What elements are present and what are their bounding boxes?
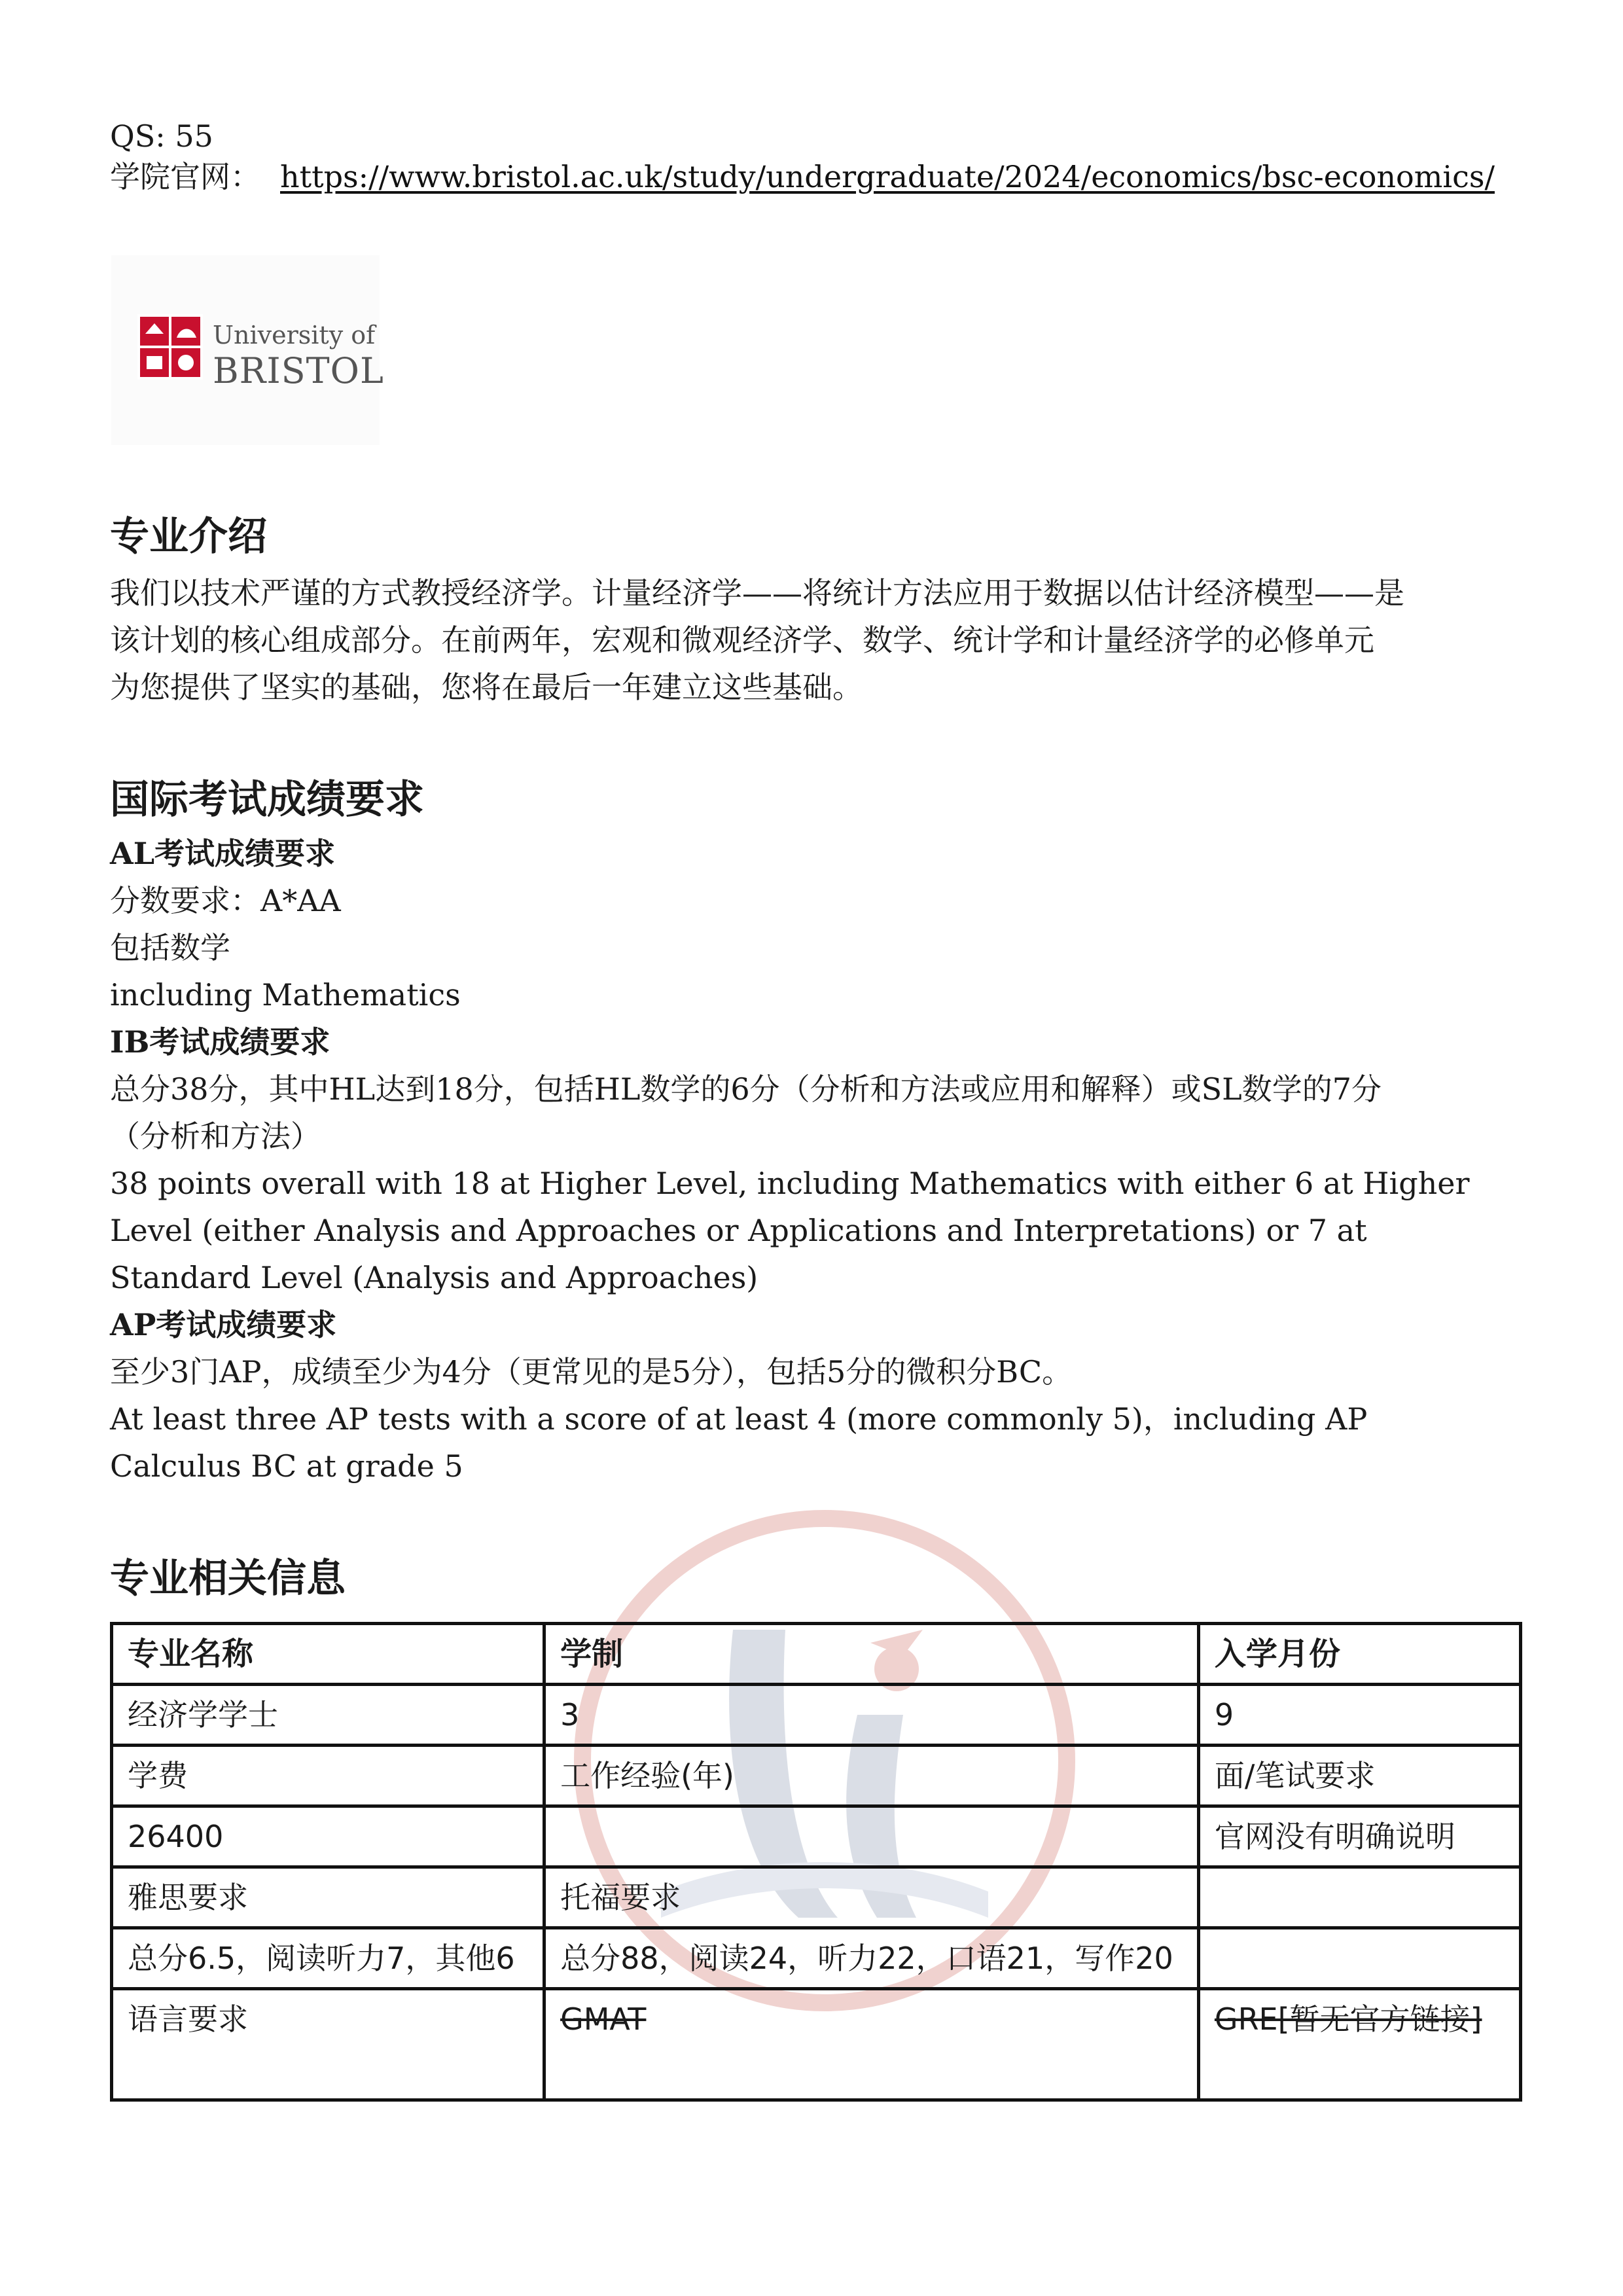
intro-line: 为您提供了坚实的基础，您将在最后一年建立这些基础。 xyxy=(110,670,863,705)
ap-line: At least three AP tests with a score of at least 4 (more commonly 5)，including AP xyxy=(110,1401,1368,1437)
al-line: 分数要求：A*AA xyxy=(110,883,341,918)
intro-line: 该计划的核心组成部分。在前两年，宏观和微观经济学、数学、统计学和计量经济学的必修单元 xyxy=(110,622,1374,658)
table-cell: 托福要求 xyxy=(544,1867,1199,1928)
al-line: including Mathematics xyxy=(110,977,461,1013)
ib-line: （分析和方法） xyxy=(110,1119,321,1154)
table-row xyxy=(112,1867,1521,1928)
intro-line: 我们以技术严谨的方式教授经济学。计量经济学——将统计方法应用于数据以估计经济模型——是 xyxy=(110,575,1404,611)
table-cell: 学费 xyxy=(112,1746,544,1806)
university-logo xyxy=(111,255,384,445)
table-cell: 3 xyxy=(544,1685,1199,1746)
ib-line: 总分38分，其中HL达到18分，包括HL数学的6分（分析和方法或应用和解释）或SL数学的7分 xyxy=(110,1071,1382,1107)
table-header-cell: 入学月份 xyxy=(1198,1624,1520,1685)
table-header-cell: 专业名称 xyxy=(112,1624,544,1685)
table-cell: 经济学学士 xyxy=(112,1685,544,1746)
table-cell: 雅思要求 xyxy=(112,1867,544,1928)
table-cell: 9 xyxy=(1198,1685,1520,1746)
table-row xyxy=(112,1746,1521,1806)
logo-text-line2: BRISTOL xyxy=(213,350,384,391)
table-cell xyxy=(1198,1867,1520,1928)
al-details xyxy=(110,877,1524,1018)
table-cell: 总分88，阅读24，听力22，口语21，写作20 xyxy=(544,1928,1199,1989)
table-header-row xyxy=(112,1624,1521,1685)
table-cell: 语言要求 xyxy=(112,1989,544,2100)
site-row xyxy=(110,153,1495,200)
ap-details xyxy=(110,1348,1524,1490)
table-cell xyxy=(1198,1928,1520,1989)
table-cell: 官网没有明确说明 xyxy=(1198,1806,1520,1867)
table-cell xyxy=(544,1806,1199,1867)
table-row xyxy=(112,1989,1521,2100)
table-cell: 工作经验(年) xyxy=(544,1746,1199,1806)
table-cell-gmat: GMAT xyxy=(544,1989,1199,2100)
ib-title: IB考试成绩要求 xyxy=(110,1024,330,1060)
table-row xyxy=(112,1806,1521,1867)
site-link[interactable]: https://www.bristol.ac.uk/study/undergraduate/2024/economics/bsc-economics/ xyxy=(280,159,1495,194)
requirements-title: 国际考试成绩要求 xyxy=(110,777,424,823)
qs-ranking: QS: 55 xyxy=(110,118,213,154)
al-title: AL考试成绩要求 xyxy=(110,836,336,871)
table-cell: 26400 xyxy=(112,1806,544,1867)
ap-line: Calculus BC at grade 5 xyxy=(110,1448,463,1484)
ap-title: AP考试成绩要求 xyxy=(110,1307,337,1342)
site-label: 学院官网： xyxy=(110,159,260,194)
table-header-cell: 学制 xyxy=(544,1624,1199,1685)
table-row xyxy=(112,1928,1521,1989)
table-cell: 总分6.5，阅读听力7，其他6 xyxy=(112,1928,544,1989)
ib-details xyxy=(110,1066,1524,1301)
table-row xyxy=(112,1685,1521,1746)
crest-icon xyxy=(137,314,203,380)
program-table xyxy=(110,1622,1522,2102)
intro-paragraph xyxy=(110,569,1524,711)
logo-text-line1: University of xyxy=(213,321,376,350)
al-line: 包括数学 xyxy=(110,930,230,965)
ap-line: 至少3门AP，成绩至少为4分（更常见的是5分），包括5分的微积分BC。 xyxy=(110,1354,1073,1390)
ib-line: Standard Level (Analysis and Approaches) xyxy=(110,1260,758,1295)
ib-line: 38 points overall with 18 at Higher Level, including Mathematics with either 6 at Higher xyxy=(110,1166,1470,1201)
ib-line: Level (either Analysis and Approaches or Applications and Interpretations) or 7 at xyxy=(110,1213,1367,1248)
table-cell-gre: GRE[暂无官方链接] xyxy=(1198,1989,1520,2100)
intro-title: 专业介绍 xyxy=(110,514,267,560)
table-cell: 面/笔试要求 xyxy=(1198,1746,1520,1806)
program-title: 专业相关信息 xyxy=(110,1556,346,1602)
